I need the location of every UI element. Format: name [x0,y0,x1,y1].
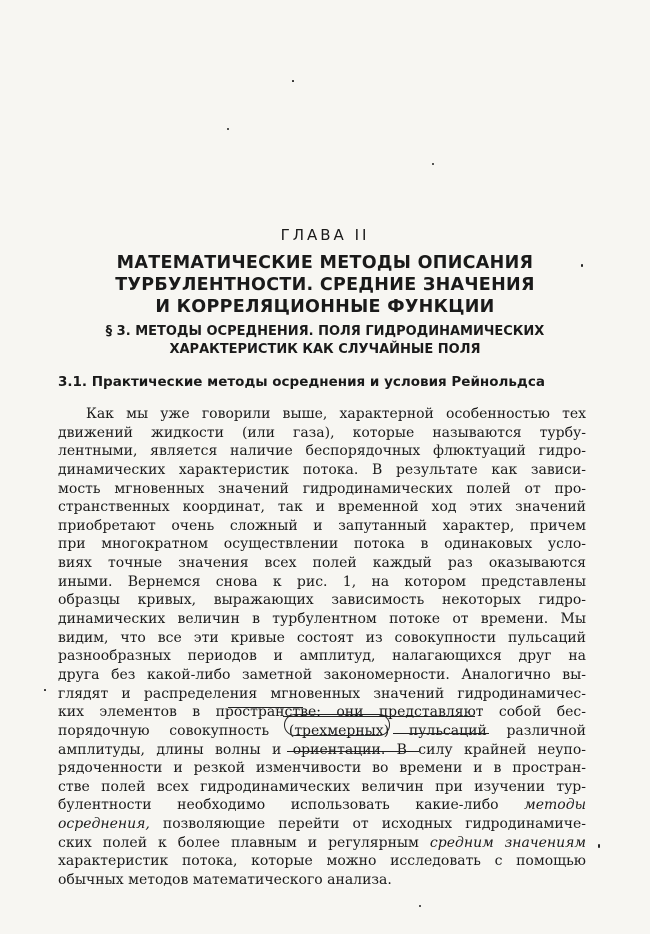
chapter-label: ГЛАВА II [280,226,370,244]
text-line: видим, что все эти кривые состоят из совокупности пульсаций [58,629,586,646]
section-title-line: § 3. МЕТОДЫ ОСРЕДНЕНИЯ. ПОЛЯ ГИДРОДИНАМИЧЕСКИХ [105,324,545,339]
text-line: амплитуды, длины волны и ориентации. В силу крайней неупо- [58,741,586,758]
body-paragraph [58,405,586,890]
text-span: булентности необходимо использовать какие-либо [58,797,499,814]
text-line: динамических характеристик потока. В результате как зависи- [58,461,586,478]
text-line: лентными, является наличие беспорядочных флюктуаций гидро- [58,443,586,460]
text-line: Как мы уже говорили выше, характерной особенностью тех [86,406,586,422]
text-span: ских полей к более плавным и регулярным [58,834,419,851]
subsection-title: 3.1. Практические методы осреднения и условия Рейнольдса [58,374,545,390]
text-line-with-italic [58,815,586,834]
speck [227,128,229,130]
pencil-underline [287,751,419,752]
text-line-with-italic [58,834,586,853]
speck [419,905,421,907]
text-line: порядочную совокупность (трехмерных) пульсаций различной [58,722,586,739]
text-line: мость мгновенных значений гидродинамических полей от про- [58,480,586,497]
speck [432,163,434,165]
text-line: стве полей всех гидродинамических величин при изучении тур- [58,778,586,795]
text-line: ких элементов в пространстве: они представляют собой бес- [58,704,586,721]
text-line-with-italic [58,796,586,815]
pencil-underline [228,707,303,708]
text-line: глядят и распределения мгновенных значений гидродинамичес- [58,685,586,702]
pencil-underline [393,733,489,734]
text-line: движений жидкости (или газа), которые называются турбу- [58,424,586,441]
text-line: характеристик потока, которые можно исследовать с помощью [58,853,586,870]
text-line: разнообразных периодов и амплитуд, налагающихся друг на [58,648,586,665]
text-line: обычных методов математического анализа. [58,872,392,889]
italic-term: средним значениям [429,834,586,851]
chapter-title-line: ТУРБУЛЕНТНОСТИ. СРЕДНИЕ ЗНАЧЕНИЯ [115,275,535,295]
chapter-title-line: МАТЕМАТИЧЕСКИЕ МЕТОДЫ ОПИСАНИЯ [116,253,534,273]
italic-term: осреднения, [58,816,150,833]
speck [44,689,46,691]
text-line: динамических величин в турбулентном потоке от времени. Мы [58,611,586,628]
pencil-circle [284,714,390,736]
text-span: позволяющие перейти от исходных гидродинамиче- [162,816,587,833]
chapter-title-line: И КОРРЕЛЯЦИОННЫЕ ФУНКЦИИ [155,297,495,317]
speck [292,80,294,82]
italic-term: методы [524,797,587,814]
section-title [60,323,590,359]
section-title-line: ХАРАКТЕРИСТИК КАК СЛУЧАЙНЫЕ ПОЛЯ [169,342,481,357]
text-line: при многократном осуществлении потока в одинаковых усло- [58,536,586,553]
chapter-title [100,252,550,318]
text-line: приобретают очень сложный и запутанный характер, причем [58,517,586,534]
text-line: странственных координат, так и временной ход этих значений [58,499,586,516]
text-line: друга без какой-либо заметной закономерности. Аналогично вы- [58,666,586,683]
text-line: рядоченности и резкой изменчивости во времени и в простран- [58,760,586,777]
text-line: иными. Вернемся снова к рис. 1, на котором представлены [58,573,586,590]
speck [581,264,583,267]
speck [598,844,600,848]
text-line: образцы кривых, выражающих зависимость некоторых гидро- [58,592,586,609]
text-line: виях точные значения всех полей каждый раз оказываются [58,555,586,572]
